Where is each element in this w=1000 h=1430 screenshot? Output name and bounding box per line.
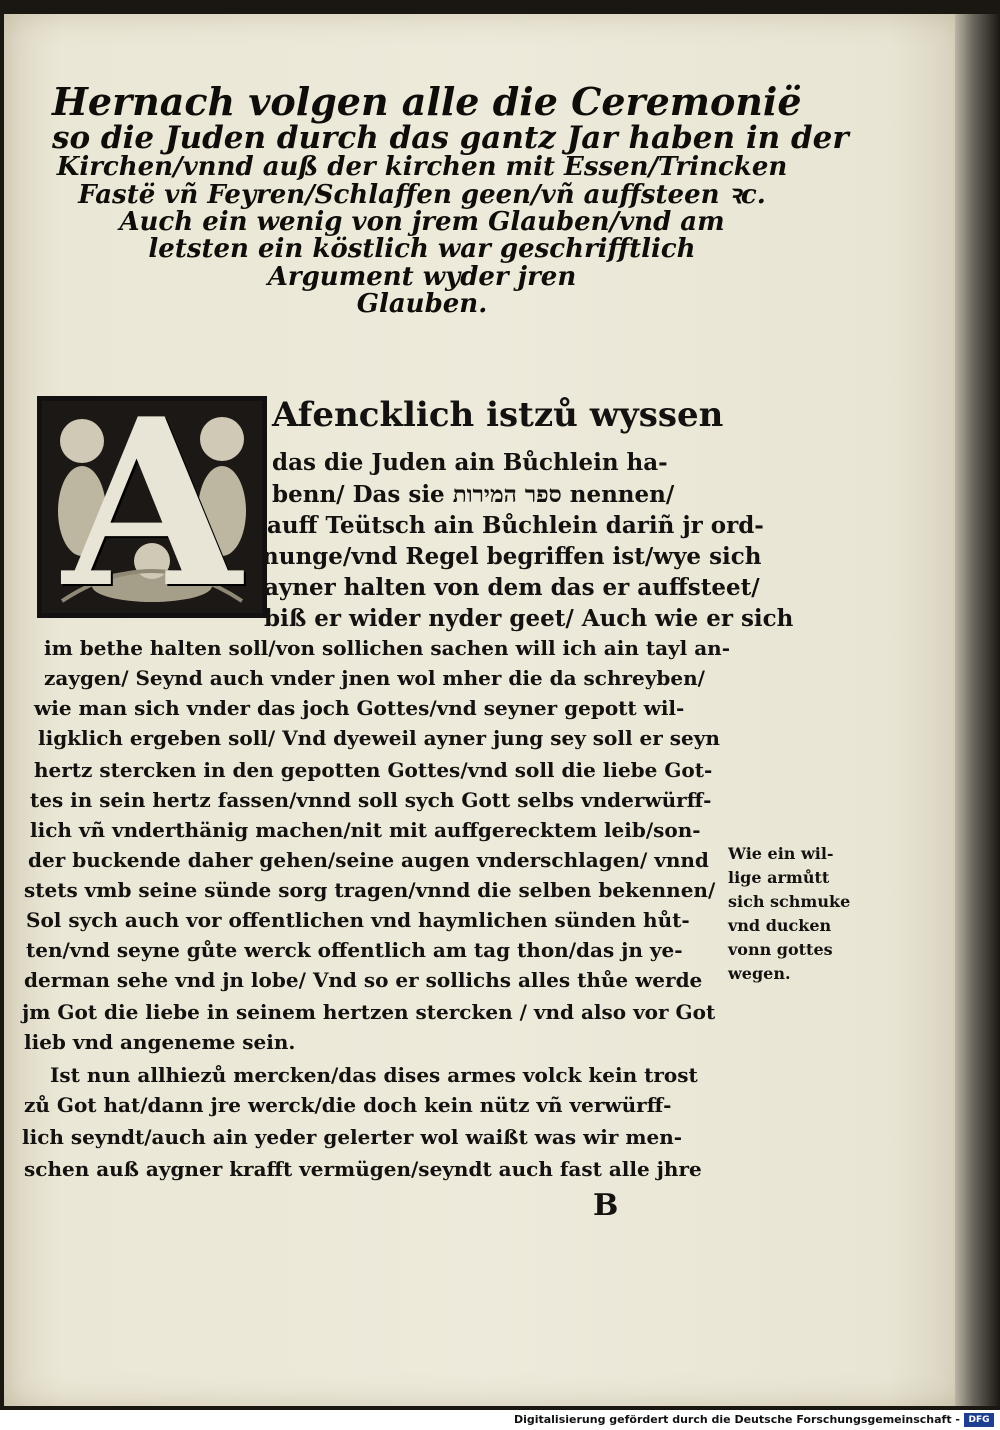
marginal-note-line: lige armůtt [728,868,830,887]
body-line: der buckende daher gehen/seine augen vnderschlagen/ vnnd [28,848,709,872]
marginal-note-line: wegen. [728,964,791,983]
title-line: Argument wyder jren [267,261,577,292]
marginal-note-line: Wie ein wil- [728,844,834,863]
title-line: so die Juden durch das gantz Jar haben in der [52,119,849,156]
marginal-note [728,842,850,986]
marginal-note-line: vnd ducken [728,916,832,935]
body-line: Ist nun allhiezů mercken/das dises armes volck kein trost [50,1063,698,1087]
signature-mark: B [593,1188,619,1223]
body-line: wie man sich vnder das joch Gottes/vnd seyner gepott wil- [34,696,685,720]
marginal-note-line: vonn gottes [728,940,833,959]
body-line: ligklich ergeben soll/ Vnd dyeweil ayner jung sey soll er seyn [38,726,720,750]
body-line: ayner halten von dem das er auffsteet/ [264,574,760,601]
body-line: lich vñ vnderthänig machen/nit mit auffgerecktem leib/son- [30,818,701,842]
body-line: ten/vnd seyne gůte werck offentlich am tag thon/das jn ye- [26,938,683,962]
body-line: im bethe halten soll/von sollichen sachen will ich ain tayl an- [44,636,731,660]
footer-bar [0,1410,1000,1430]
dfg-logo-icon[interactable]: DFG [964,1413,994,1427]
title-line: Glauben. [356,288,488,319]
initial-letter: A [62,396,242,618]
body-line: lich seyndt/auch ain yeder gelerter wol waißt was wir men- [22,1125,683,1149]
marginal-note-line: sich schmuke [728,892,851,911]
body-line: benn/ Das sie ספר המירות nennen/ [272,481,675,508]
body-line: nunge/vnd Regel begriffen ist/wye sich [262,543,762,570]
body-line: stets vmb seine sünde sorg tragen/vnnd die selben bekennen/ [24,878,716,902]
body-line: derman sehe vnd jn lobe/ Vnd so er sollichs alles thůe werde [24,968,703,992]
body-line: schen auß aygner krafft vermügen/seyndt auch fast alle jhre [24,1157,702,1181]
body-line: zaygen/ Seynd auch vnder jnen wol mher die da schreyben/ [44,666,705,690]
title-line: letsten ein köstlich war geschrifftlich [148,234,696,265]
body-line: zů Got hat/dann jre werck/die doch kein nütz vñ verwürff- [24,1093,672,1117]
body-line: Sol sych auch vor offentlichen vnd haymlichen sünden hůt- [26,908,690,932]
body-line: lieb vnd angeneme sein. [24,1030,296,1054]
title-block [52,79,849,319]
body-line: Afencklich istzů wyssen [272,395,724,435]
title-line: Auch ein wenig von jrem Glauben/vnd am [119,207,725,238]
body-line: auff Teütsch ain Bůchlein dariñ jr ord- [267,512,764,539]
decorated-initial [37,396,267,618]
body-line: hertz stercken in den gepotten Gottes/vnd soll die liebe Got- [34,758,713,782]
title-line: Hernach volgen alle die Ceremonië [52,79,802,124]
body-line: das die Juden ain Bůchlein ha- [272,449,668,476]
page-edge-shadow [955,14,1000,1406]
footer-credit: Digitalisierung gefördert durch die Deutsche Forschungsgemeinschaft - [513,1413,960,1426]
title-line: Kirchen/vnnd auß der kirchen mit Essen/Trincken [56,152,788,183]
title-line: Fastë vñ Feyren/Schlaffen geen/vñ auffsteen ꝛc. [78,179,766,210]
body-line: jm Got die liebe in seinem hertzen stercken / vnd also vor Got [22,1000,716,1024]
body-line: biß er wider nyder geet/ Auch wie er sich [264,605,794,632]
body-line: tes in sein hertz fassen/vnnd soll sych Gott selbs vnderwürff- [30,788,712,812]
